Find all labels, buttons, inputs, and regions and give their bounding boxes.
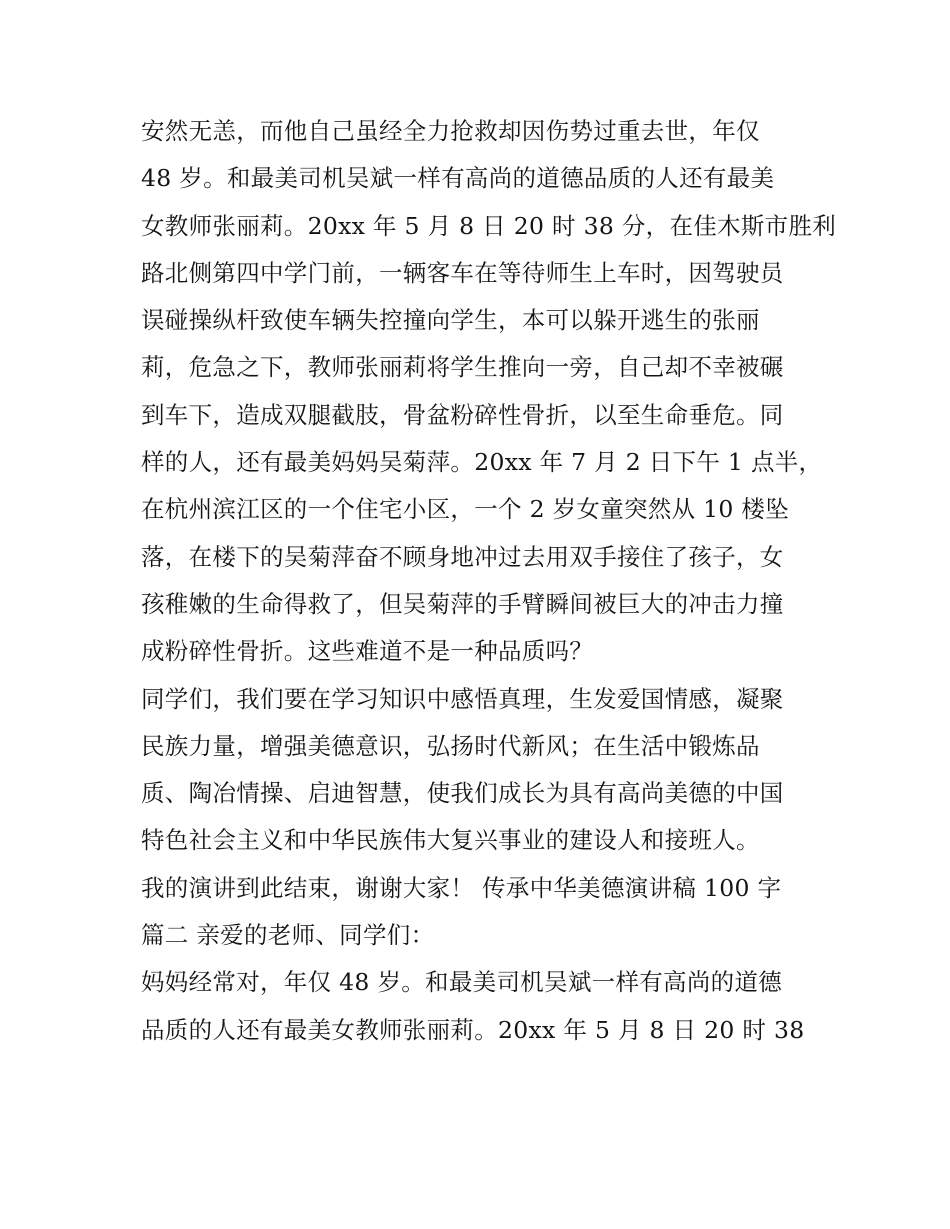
text-line: 同学们，我们要在学习知识中感悟真理，生发爱国情感，凝聚	[141, 684, 784, 713]
section-heading: 篇二 亲爱的老师、同学们：	[141, 921, 435, 950]
text-line: 莉，危急之下，教师张丽莉将学生推向一旁，自己却不幸被碾	[141, 353, 784, 382]
text-line: 到车下，造成双腿截肢，骨盆粉碎性骨折，以至生命垂危。同	[141, 400, 784, 429]
text-line: 品质的人还有最美女教师张丽莉。20xx 年 5 月 8 日 20 时 38	[141, 1015, 805, 1044]
text-line: 我的演讲到此结束，谢谢大家！ 传承中华美德演讲稿 100 字	[141, 873, 782, 902]
text-line: 妈妈经常对，年仅 48 岁。和最美司机吴斌一样有高尚的道德	[141, 968, 783, 997]
text-line: 误碰操纵杆致使车辆失控撞向学生，本可以躲开逃生的张丽	[141, 306, 760, 335]
text-line: 质、陶冶情操、启迪智慧，使我们成长为具有高尚美德的中国	[141, 779, 784, 808]
text-line: 安然无恙，而他自己虽经全力抢救却因伤势过重去世，年仅	[141, 117, 760, 145]
text-line: 落，在楼下的吴菊萍奋不顾身地冲过去用双手接住了孩子，女	[141, 542, 784, 571]
body-text	[141, 108, 837, 1054]
text-line: 48 岁。和最美司机吴斌一样有高尚的道德品质的人还有最美	[141, 164, 775, 193]
text-line: 样的人，还有最美妈妈吴菊萍。20xx 年 7 月 2 日下午 1 点半，	[141, 448, 823, 477]
text-line: 孩稚嫩的生命得救了，但吴菊萍的手臂瞬间被巨大的冲击力撞	[141, 589, 784, 618]
text-line: 民族力量，增强美德意识，弘扬时代新风；在生活中锻炼品	[141, 731, 760, 760]
text-line: 成粉碎性骨折。这些难道不是一种品质吗？	[141, 637, 594, 666]
text-line: 在杭州滨江区的一个住宅小区，一个 2 岁女童突然从 10 楼坠	[141, 495, 790, 524]
text-line: 路北侧第四中学门前，一辆客车在等待师生上车时，因驾驶员	[141, 258, 784, 287]
text-line: 女教师张丽莉。20xx 年 5 月 8 日 20 时 38 分，在佳木斯市胜利	[141, 211, 837, 240]
text-line: 特色社会主义和中华民族伟大复兴事业的建设人和接班人。	[141, 826, 760, 855]
